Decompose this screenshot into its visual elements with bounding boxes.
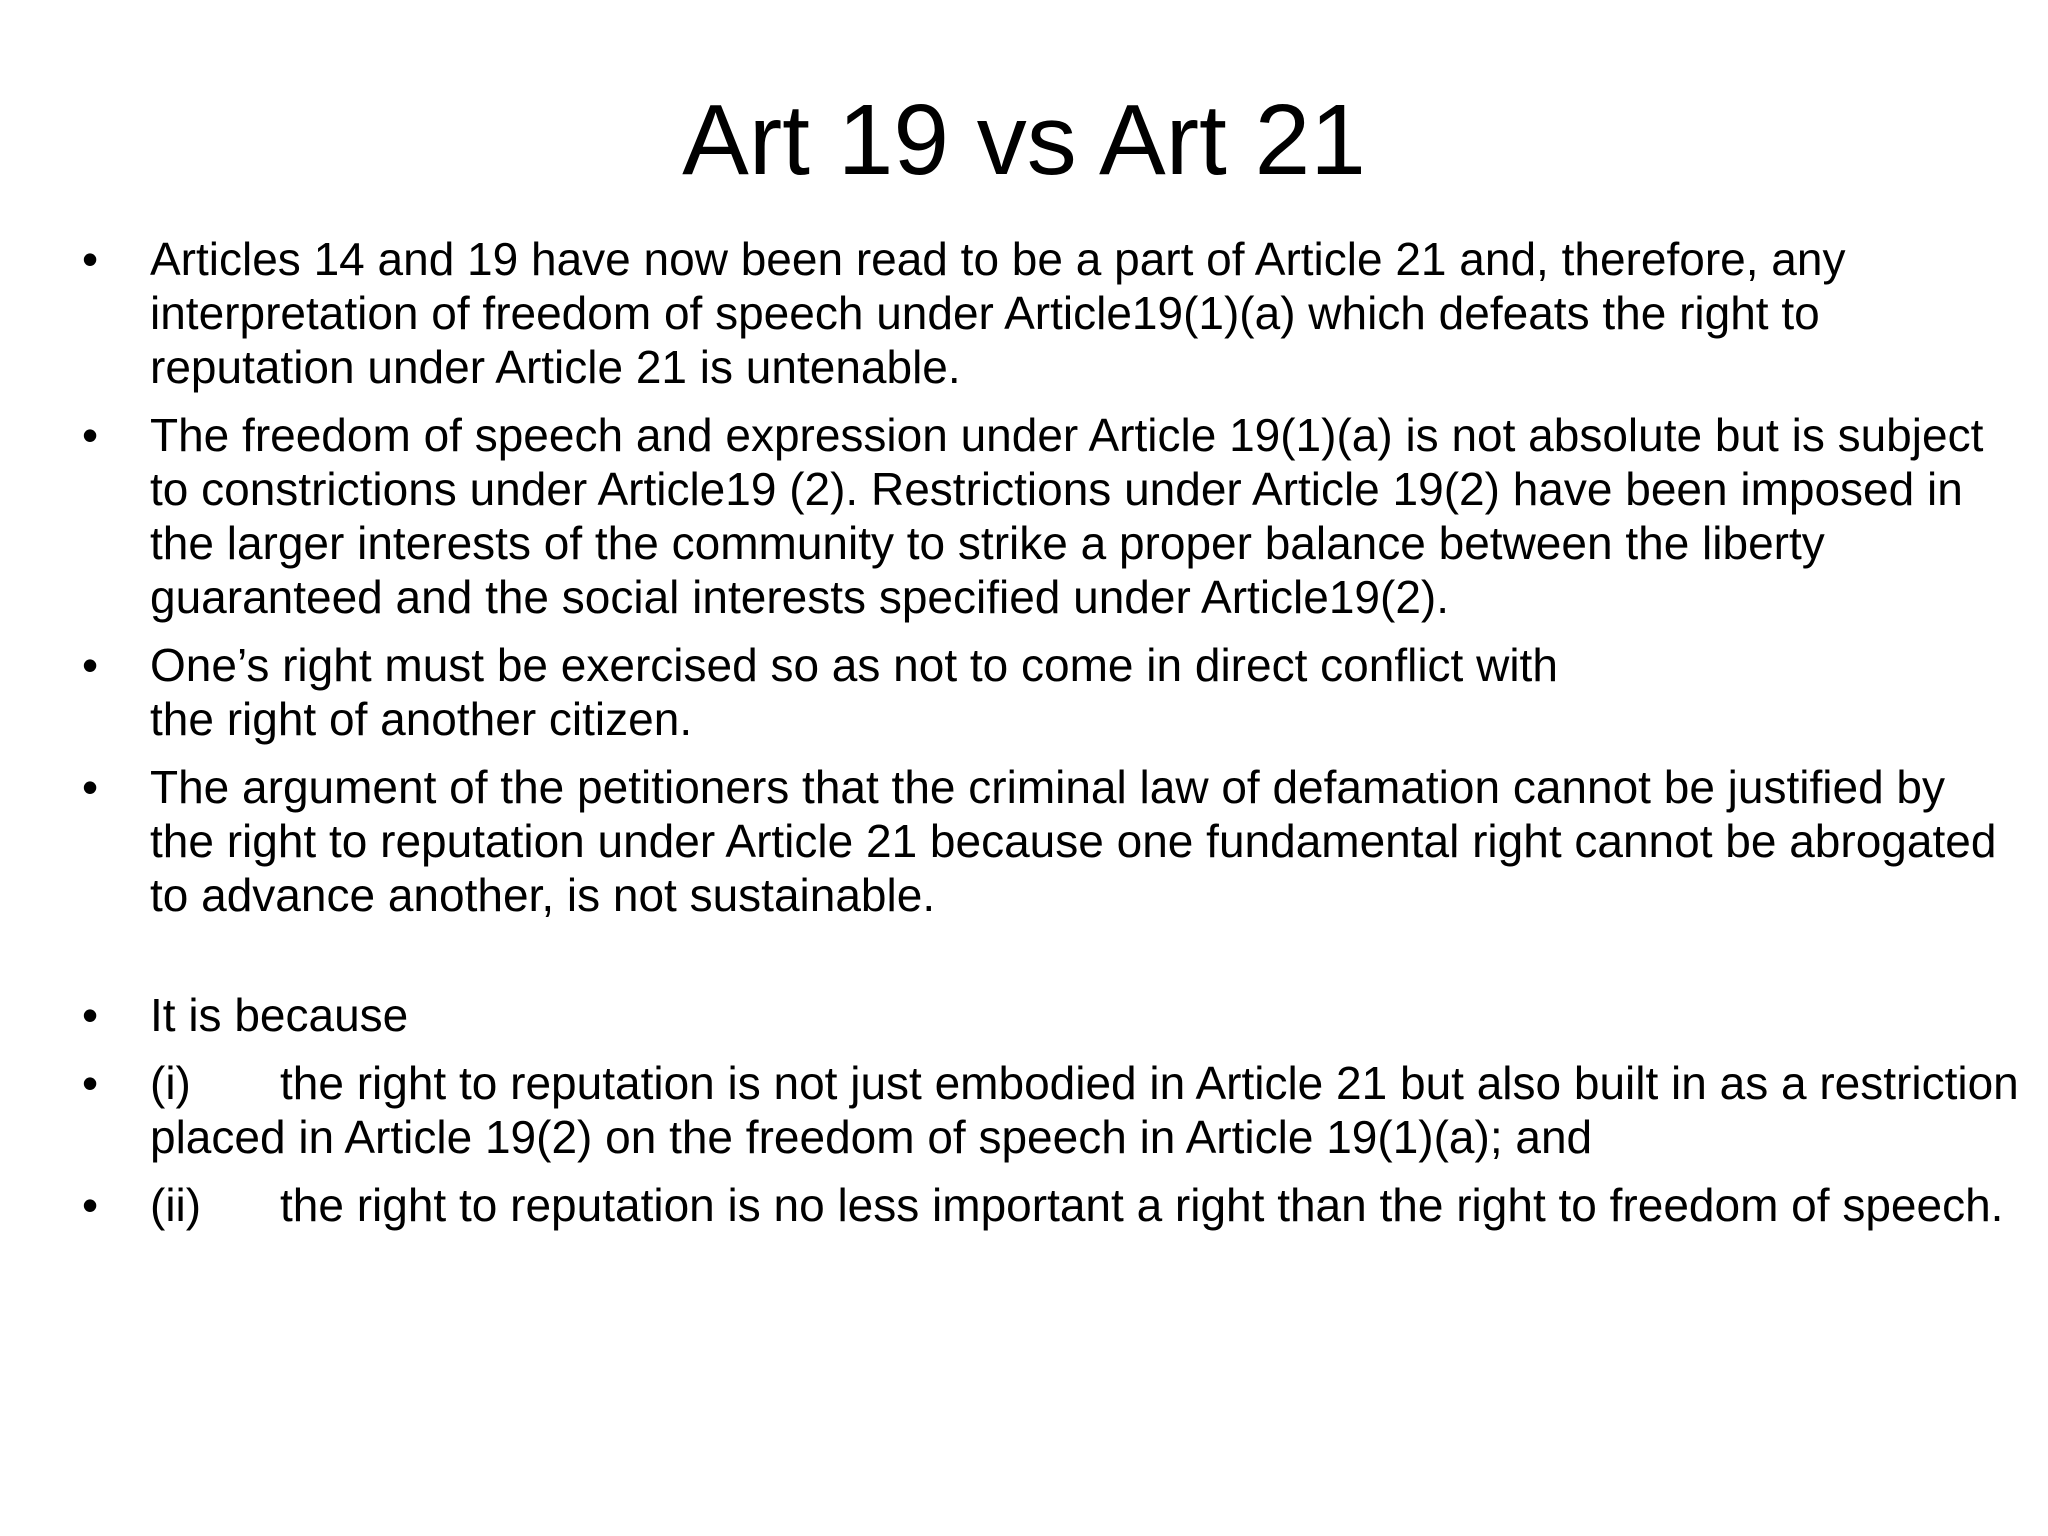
- bullet-icon: •: [81, 1179, 99, 1231]
- bullet-icon: •: [81, 989, 99, 1041]
- bullet-text: The freedom of speech and expression under Article 19(1)(a) is not absolute but is subject to constrictions under Article19 (2). Restrictions under Article 19(2) have been imposed in the larger interests of the community to strike a proper balance between the liberty guaranteed and the social interests specified under Article19(2).: [150, 409, 1984, 623]
- list-item: [70, 408, 2020, 624]
- enumeration-marker: (i): [150, 1057, 191, 1109]
- bullet-text: Articles 14 and 19 have now been read to be a part of Article 21 and, therefore, any interpretation of freedom of speech under Article19(1)(a) which defeats the right to reputation under Article 21 is untenable.: [150, 233, 1846, 393]
- bullet-text-line: the right of another citizen.: [150, 693, 693, 745]
- bullet-text: It is because: [150, 989, 409, 1041]
- bullet-icon: •: [81, 233, 99, 285]
- list-item: [70, 232, 2020, 394]
- bullet-icon: •: [81, 639, 99, 691]
- bullet-icon: •: [81, 409, 99, 461]
- list-item: [70, 988, 2020, 1042]
- bullet-list: [70, 232, 2020, 1246]
- list-item: [70, 1056, 2020, 1164]
- list-item: [70, 760, 2020, 922]
- bullet-text: the right to reputation is no less important a right than the right to freedom of speech.: [280, 1179, 2004, 1231]
- list-item: [70, 1178, 2020, 1232]
- bullet-icon: •: [81, 761, 99, 813]
- bullet-text: The argument of the petitioners that the criminal law of defamation cannot be justified by the right to reputation under Article 21 because one fundamental right cannot be abrogated to advance another, is not sustainable.: [150, 761, 1997, 921]
- list-item: [70, 638, 2020, 746]
- slide-title: Art 19 vs Art 21: [682, 84, 1366, 196]
- bullet-text-line: One’s right must be exercised so as not to come in direct conflict with: [150, 639, 1558, 691]
- bullet-text: the right to reputation is not just embodied in Article 21 but also built in as a restriction placed in Article 19(2) on the freedom of speech in Article 19(1)(a); and: [150, 1057, 2019, 1163]
- enumeration-marker: (ii): [150, 1179, 202, 1231]
- bullet-icon: •: [81, 1057, 99, 1109]
